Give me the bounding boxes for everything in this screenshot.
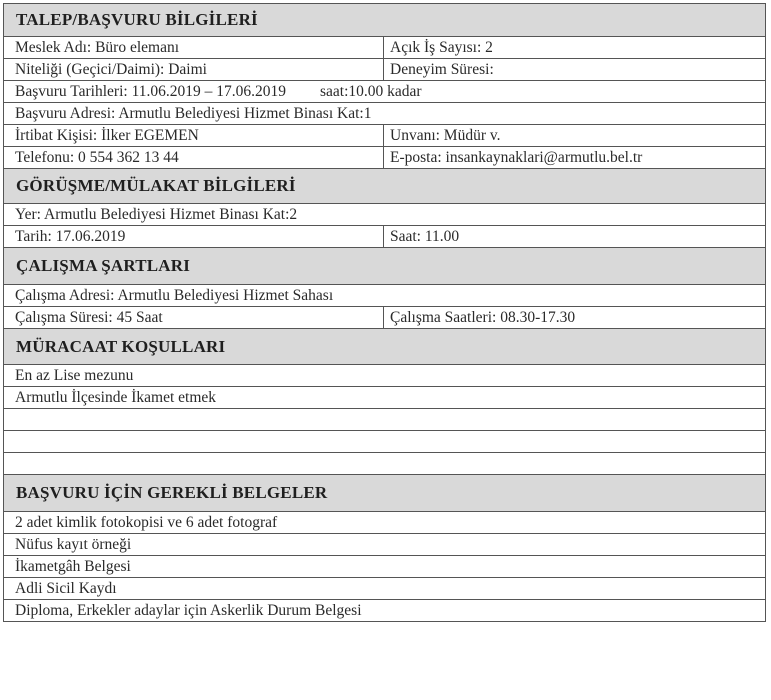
calisma-suresi: Çalışma Süresi: 45 Saat: [4, 307, 384, 328]
niteligi: Niteliği (Geçici/Daimi): Daimi: [4, 59, 384, 80]
list-item: [4, 578, 765, 600]
basvuru-tarihleri-cell: [4, 81, 765, 102]
gorusme-saati: Saat: 11.00: [390, 228, 460, 245]
gerekli-belge: Diploma, Erkekler adaylar için Askerlik Durum Belgesi: [15, 602, 362, 619]
deneyim-suresi: Deneyim Süresi:: [390, 61, 494, 78]
muracaat-kosulu: Armutlu İlçesinde İkamet etmek: [15, 389, 217, 406]
basvuru-saati: saat:10.00 kadar: [320, 83, 422, 100]
gerekli-belge: Adli Sicil Kaydı: [15, 580, 117, 597]
table-row: [4, 226, 765, 248]
calisma-adresi: Çalışma Adresi: Armutlu Belediyesi Hizmet Sahası: [15, 287, 334, 304]
telefon: Telefonu: 0 554 362 13 44: [4, 147, 384, 168]
unvani: Unvanı: Müdür v.: [390, 127, 501, 144]
meslek-adi: Meslek Adı: Büro elemanı: [4, 37, 384, 58]
list-item: [4, 600, 765, 622]
acik-is-sayisi: Açık İş Sayısı: 2: [390, 39, 493, 56]
empty-row: [4, 453, 765, 475]
list-item: [4, 556, 765, 578]
list-item: [4, 512, 765, 534]
list-item: [4, 534, 765, 556]
gerekli-belge: İkametgâh Belgesi: [15, 558, 131, 575]
list-item: [4, 387, 765, 409]
table-row: [4, 81, 765, 103]
section-header-calisma: ÇALIŞMA ŞARTLARI: [4, 248, 765, 285]
table-row: [4, 147, 765, 169]
table-row: [4, 103, 765, 125]
muracaat-kosulu: En az Lise mezunu: [15, 367, 134, 384]
e-posta: E-posta: insankaynaklari@armutlu.bel.tr: [390, 149, 643, 166]
section-header-talep: TALEP/BAŞVURU BİLGİLERİ: [4, 4, 765, 37]
empty-row: [4, 431, 765, 453]
gerekli-belge: 2 adet kimlik fotokopisi ve 6 adet fotograf: [15, 514, 278, 531]
section-header-belgeler: BAŞVURU İÇİN GEREKLİ BELGELER: [4, 475, 765, 512]
gerekli-belge: Nüfus kayıt örneği: [15, 536, 132, 553]
table-row: [4, 285, 765, 307]
table-row: [4, 204, 765, 226]
section-header-gorusme: GÖRÜŞME/MÜLAKAT BİLGİLERİ: [4, 169, 765, 204]
gorusme-yeri: Yer: Armutlu Belediyesi Hizmet Binası Kat:2: [15, 206, 298, 223]
table-row: [4, 59, 765, 81]
job-posting-form: [3, 3, 766, 622]
list-item: [4, 365, 765, 387]
empty-row: [4, 409, 765, 431]
section-header-muracaat: MÜRACAAT KOŞULLARI: [4, 329, 765, 365]
basvuru-adresi: Başvuru Adresi: Armutlu Belediyesi Hizmet Binası Kat:1: [15, 105, 372, 122]
table-row: [4, 125, 765, 147]
basvuru-tarihleri: Başvuru Tarihleri: 11.06.2019 – 17.06.2019: [15, 83, 287, 100]
calisma-saatleri: Çalışma Saatleri: 08.30-17.30: [390, 309, 576, 326]
irtibat-kisisi: İrtibat Kişisi: İlker EGEMEN: [4, 125, 384, 146]
gorusme-tarihi: Tarih: 17.06.2019: [4, 226, 384, 247]
table-row: [4, 307, 765, 329]
table-row: [4, 37, 765, 59]
